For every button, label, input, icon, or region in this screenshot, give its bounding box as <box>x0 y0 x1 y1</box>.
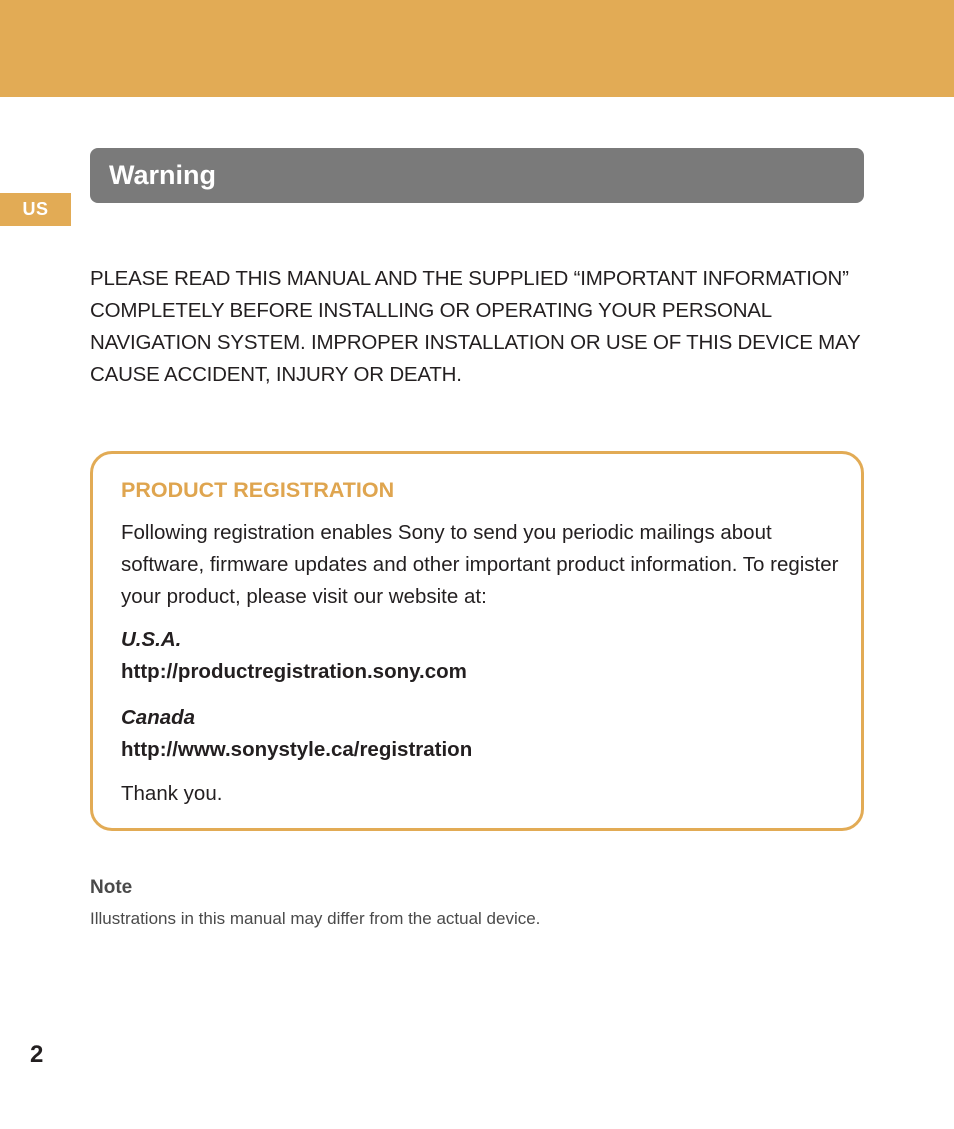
registration-box <box>90 451 864 831</box>
section-header <box>90 148 864 203</box>
note-label: Note <box>90 877 133 898</box>
warning-paragraph: PLEASE READ THIS MANUAL AND THE SUPPLIED “IMPORTANT INFORMATION” COMPLETELY BEFORE INSTALLING OR OPERATING YOUR PERSONAL NAVIGATION SYSTEM. IMPROPER INSTALLATION OR USE OF THIS DEVICE MAY CAUSE ACCIDENT, INJURY OR DEATH. <box>90 267 861 386</box>
registration-link-canada[interactable]: http://www.sonystyle.ca/registration <box>121 738 473 761</box>
registration-closing: Thank you. <box>121 782 223 805</box>
region-label-canada: Canada <box>121 706 196 729</box>
top-color-band <box>0 0 954 97</box>
registration-link-usa[interactable]: http://productregistration.sony.com <box>121 660 467 683</box>
registration-body: Following registration enables Sony to send you periodic mailings about software, firmware updates and other important product information. To register your product, please visit our website at: <box>121 521 839 608</box>
note-text: Illustrations in this manual may differ from the actual device. <box>90 909 541 928</box>
registration-title: PRODUCT REGISTRATION <box>121 478 395 502</box>
region-label-usa: U.S.A. <box>121 628 182 651</box>
page-number: 2 <box>30 1041 44 1068</box>
language-tab: US <box>0 193 71 226</box>
section-title: Warning <box>109 160 216 190</box>
